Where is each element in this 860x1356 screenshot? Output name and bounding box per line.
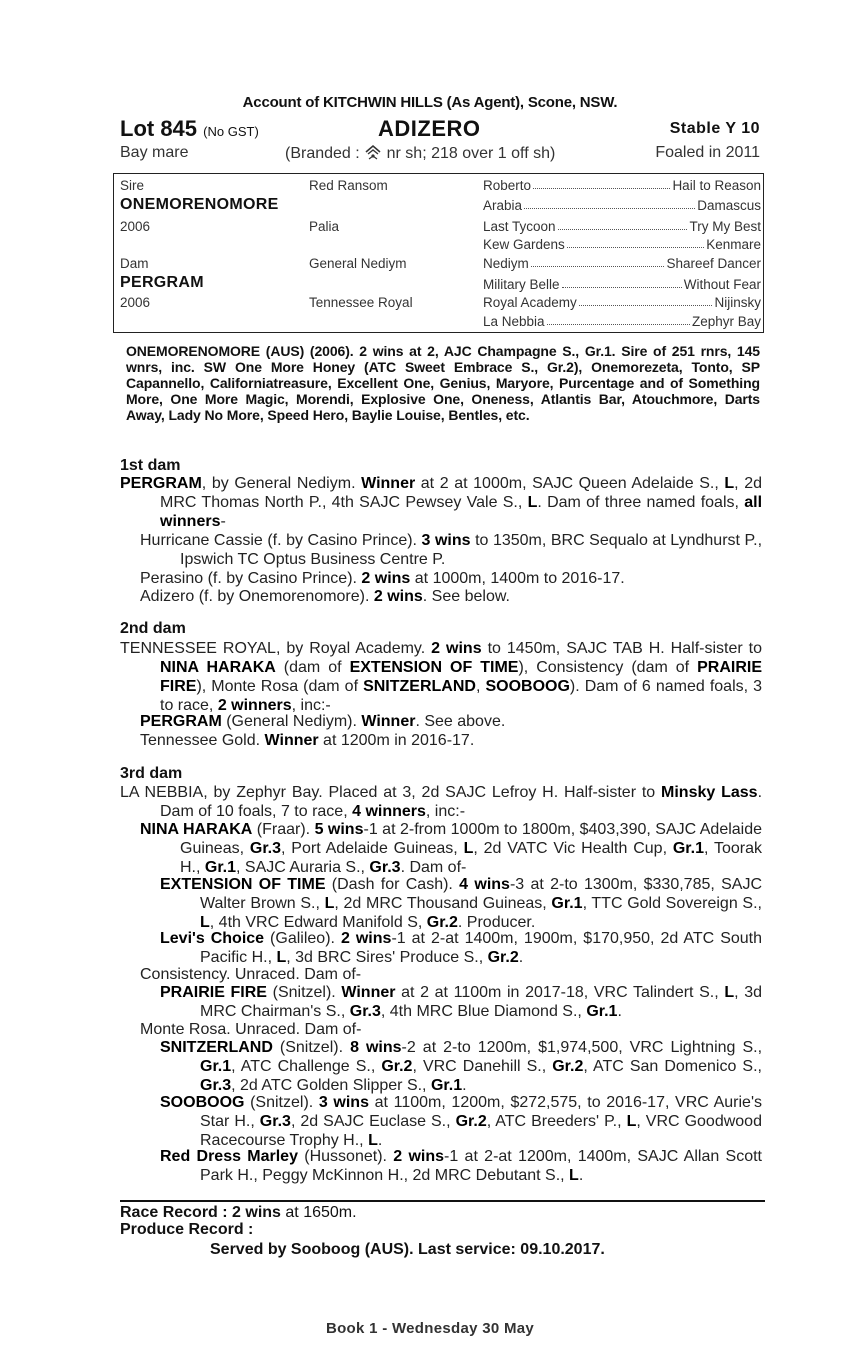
foal-entry: EXTENSION OF TIME (Dash for Cash). 4 wins-3 at 2-to 1300m, $330,785, SAJC Walter Brown S., L, 2d MRC Thousand Guineas, Gr.1, TTC Gold Sovereign S., L, 4th VRC Edward Manifold S, Gr.2. Producer. xyxy=(160,876,763,931)
account-line: Account of KITCHWIN HILLS (As Agent), Scone, NSW. xyxy=(242,94,618,111)
ancestor-row: Last Tycoon Try My Best xyxy=(483,219,761,234)
ancestor-row: Arabia Damascus xyxy=(483,198,761,213)
dam-year: 2006 xyxy=(120,295,151,310)
dam-label: Dam xyxy=(120,256,149,271)
page-footer: Book 1 - Wednesday 30 May xyxy=(325,1320,535,1337)
dam-sire: General Nediym xyxy=(309,256,407,271)
sire-label: Sire xyxy=(120,178,145,193)
ancestor-row: Military Belle Without Fear xyxy=(483,277,761,292)
service-note: Served by Sooboog (AUS). Last service: 09.10.2017. xyxy=(210,1241,605,1258)
foal-entry: Hurricane Cassie (f. by Casino Prince). 3 wins to 1350m, BRC Sequalo at Lyndhurst P., Ipswich TC Optus Business Centre P. xyxy=(140,532,763,568)
sire-name: ONEMORENOMORE xyxy=(120,196,279,213)
ancestor-row: La Nebbia Zephyr Bay xyxy=(483,314,761,329)
ancestor-row: Royal Academy Nijinsky xyxy=(483,295,761,310)
ancestor-row: Roberto Hail to Reason xyxy=(483,178,761,193)
foal-entry: PRAIRIE FIRE (Snitzel). Winner at 2 at 1100m in 2017-18, VRC Talindert S., L, 3d MRC Chairman's S., Gr.3, 4th MRC Blue Diamond S., Gr.1. xyxy=(160,984,763,1020)
foal-entry: Consistency. Unraced. Dam of- xyxy=(140,966,362,983)
third-dam-paragraph: LA NEBBIA, by Zephyr Bay. Placed at 3, 2d SAJC Lefroy H. Half-sister to Minsky Lass. Dam of 10 foals, 7 to race, 4 winners, inc:- xyxy=(120,784,763,820)
foal-entry: Red Dress Marley (Hussonet). 2 wins-1 at 2-at 1200m, 1400m, SAJC Allan Scott Park H., Peggy McKinnon H., 2d MRC Debutant S., L. xyxy=(160,1148,763,1184)
first-dam-paragraph: PERGRAM, by General Nediym. Winner at 2 at 1000m, SAJC Queen Adelaide S., L, 2d MRC Thomas North P., 4th SAJC Pewsey Vale S., L. Dam of three named foals, all winners- xyxy=(120,475,763,530)
foal-entry: Perasino (f. by Casino Prince). 2 wins at 1000m, 1400m to 2016-17. xyxy=(140,570,625,587)
foal-entry: Tennessee Gold. Winner at 1200m in 2016-17. xyxy=(140,732,475,749)
produce-record: Produce Record : xyxy=(120,1221,254,1238)
ancestor-row: Nediym Shareef Dancer xyxy=(483,256,761,271)
foal-entry: SNITZERLAND (Snitzel). 8 wins-2 at 2-to 1200m, $1,974,500, VRC Lightning S., Gr.1, ATC Challenge S., Gr.2, VRC Danehill S., Gr.2, ATC San Domenico S., Gr.3, 2d ATC Golden Slipper S., Gr.1. xyxy=(160,1039,763,1094)
sire-year: 2006 xyxy=(120,219,151,234)
third-dam-heading: 3rd dam xyxy=(120,765,183,782)
foaled-year: Foaled in 2011 xyxy=(655,144,760,161)
horse-sex: Bay mare xyxy=(120,144,189,161)
divider xyxy=(120,1200,765,1202)
stable-number: Stable Y 10 xyxy=(669,120,760,137)
brand-mark-icon xyxy=(364,144,382,160)
lot-line xyxy=(120,116,762,144)
ancestor-row: Kew Gardens Kenmare xyxy=(483,237,761,252)
horse-name: ADIZERO xyxy=(378,116,481,141)
pedigree-table xyxy=(113,173,764,333)
foal-entry: Levi's Choice (Galileo). 2 wins-1 at 2-at 1400m, 1900m, $170,950, 2d ATC South Pacific H., L, 3d BRC Sires' Produce S., Gr.2. xyxy=(160,930,763,966)
foal-entry: SOOBOOG (Snitzel). 3 wins at 1100m, 1200m, $272,575, to 2016-17, VRC Aurie's Star H., Gr.3, 2d SAJC Euclase S., Gr.2, ATC Breeders' P., L, VRC Goodwood Racecourse Trophy H., L. xyxy=(160,1094,763,1149)
second-dam-paragraph: TENNESSEE ROYAL, by Royal Academy. 2 wins to 1450m, SAJC TAB H. Half-sister to NINA HARAKA (dam of EXTENSION OF TIME), Consistency (dam of PRAIRIE FIRE), Monte Rosa (dam of SNITZERLAND, SOOBOOG). Dam of 6 named foals, 3 to race, 2 winners, inc:- xyxy=(120,640,763,714)
sire-sire: Red Ransom xyxy=(309,178,388,193)
foal-entry: Monte Rosa. Unraced. Dam of- xyxy=(140,1021,362,1038)
sire-dam: Palia xyxy=(309,219,340,234)
brand-info: (Branded : nr sh; 218 over 1 off sh) xyxy=(285,145,556,162)
sire-summary: ONEMORENOMORE (AUS) (2006). 2 wins at 2, AJC Champagne S., Gr.1. Sire of 251 rnrs, 145 wnrs, inc. SW One More Honey (ATC Sweet Embrace S., Gr.2), Onemorezeta, Tonto, SP Capannello, Californiatreasure, Excellent One, Genius, Maryore, Purcentage and of Something More, One More Magic, Morendi, Explosive One, Oneness, Atlantis Bar, Atouchmore, Darts Away, Lady No More, Speed Hero, Baylie Louise, Bentles, etc. xyxy=(126,343,760,423)
first-dam-heading: 1st dam xyxy=(120,457,181,474)
horse-details xyxy=(120,144,762,166)
dam-name: PERGRAM xyxy=(120,274,204,291)
foal-entry: Adizero (f. by Onemorenomore). 2 wins. See below. xyxy=(140,588,510,605)
foal-entry: NINA HARAKA (Fraar). 5 wins-1 at 2-from 1000m to 1800m, $403,390, SAJC Adelaide Guineas, Gr.3, Port Adelaide Guineas, L, 2d VATC Vic Health Cup, Gr.1, Toorak H., Gr.1, SAJC Auraria S., Gr.3. Dam of- xyxy=(140,821,763,876)
dam-dam: Tennessee Royal xyxy=(309,295,413,310)
lot-number: Lot 845 (No GST) xyxy=(120,116,259,141)
records xyxy=(120,1204,357,1238)
gst-note: (No GST) xyxy=(203,124,259,139)
race-record: Race Record : 2 wins at 1650m. xyxy=(120,1204,357,1221)
second-dam-heading: 2nd dam xyxy=(120,620,186,637)
foal-entry: PERGRAM (General Nediym). Winner. See above. xyxy=(140,713,506,730)
